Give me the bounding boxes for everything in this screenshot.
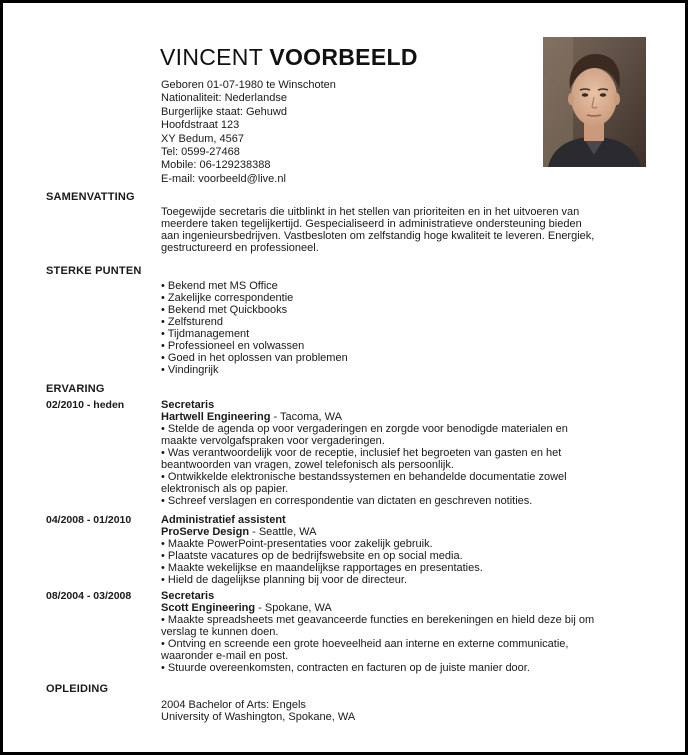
job-duty: • Stuurde overeenkomsten, contracten en facturen op de juiste manier door. <box>161 662 530 674</box>
job-dates: 08/2004 - 03/2008 <box>46 590 132 602</box>
contact-line: Nationaliteit: Nederlandse <box>161 92 287 105</box>
contact-line: Geboren 01-07-1980 te Winschoten <box>161 79 336 91</box>
job-entry <box>161 514 651 586</box>
job-title: Secretaris <box>161 399 215 411</box>
candidate-name <box>160 43 418 71</box>
contact-line: XY Bedum, 4567 <box>161 132 244 145</box>
strength-item: • Vindingrijk <box>161 364 219 376</box>
job-duty: elektronisch als op papier. <box>161 483 289 495</box>
job-duty: • Stelde de agenda op voor vergaderingen en zorgde voor benodigde materialen en <box>161 423 568 435</box>
job-duty: verslag te kunnen doen. <box>161 626 279 638</box>
job-title: Administratief assistent <box>161 514 286 526</box>
education-heading: OPLEIDING <box>46 683 109 695</box>
job-duty: • Maakte wekelijkse en maandelijkse rapportages en presentaties. <box>161 562 483 574</box>
last-name: VOORBEELD <box>269 44 418 70</box>
job-company: Scott Engineering <box>161 602 256 614</box>
summary-line: aan ingenieursbedrijven. Vastbesloten om zelfstandig hoge kwaliteit te leveren. Energiek, <box>161 230 595 242</box>
job-duty: • Maakte spreadsheets met geavanceerde functies en berekeningen en hield deze bij om <box>161 614 595 626</box>
strength-item: • Bekend met Quickbooks <box>161 304 288 316</box>
first-name: VINCENT <box>160 44 263 70</box>
job-duty: • Schreef verslagen en correspondentie van dictaten en geschreven notities. <box>161 495 533 507</box>
portrait-illustration <box>543 37 646 167</box>
summary-line: Toegewijde secretaris die uitblinkt in het stellen van prioriteiten en in het uitvoeren van <box>161 206 580 218</box>
contact-line: Tel: 0599-27468 <box>161 146 240 159</box>
job-duty: • Plaatste vacatures op de bedrijfswebsite en op social media. <box>161 550 463 562</box>
strength-item: • Goed in het oplossen van problemen <box>161 352 348 364</box>
job-dates: 04/2008 - 01/2010 <box>46 514 132 526</box>
job-duty: maakte vervolgafspraken voor vergaderingen. <box>161 435 385 447</box>
strengths-list <box>161 280 651 376</box>
strength-item: • Professioneel en volwassen <box>161 340 305 352</box>
job-entry <box>161 399 651 507</box>
job-duty: • Hield de dagelijkse planning bij voor de directeur. <box>161 574 408 586</box>
job-company-line <box>161 602 651 614</box>
job-duty: • Maakte PowerPoint-presentaties voor zakelijk gebruik. <box>161 538 433 550</box>
contact-line: Burgerlijke staat: Gehuwd <box>161 105 287 118</box>
strengths-heading: STERKE PUNTEN <box>46 265 142 277</box>
job-company-line <box>161 411 651 423</box>
job-duty: beantwoorden van vragen, zowel telefonisch als persoonlijk. <box>161 459 454 471</box>
job-duty: • Was verantwoordelijk voor de receptie, inclusief het begroeten van gasten en het <box>161 447 562 459</box>
job-entry <box>161 590 651 674</box>
job-location: - Tacoma, WA <box>270 411 342 423</box>
education-list <box>161 699 651 723</box>
summary-line: meerdere taken tegelijkertijd. Gespecialiseerd in administratieve ondersteuning bieden <box>161 218 582 230</box>
strength-item: • Zelfsturend <box>161 316 223 328</box>
job-company: ProServe Design <box>161 526 250 538</box>
contact-line: Mobile: 06-129238388 <box>161 159 271 172</box>
education-line: University of Washington, Spokane, WA <box>161 711 356 723</box>
education-line: 2004 Bachelor of Arts: Engels <box>161 699 306 711</box>
job-location: - Seattle, WA <box>249 526 317 538</box>
summary-heading: SAMENVATTING <box>46 191 135 203</box>
job-duty: waaronder e-mail en post. <box>161 650 289 662</box>
job-title: Secretaris <box>161 590 215 602</box>
job-duty: • Ontwikkelde elektronische bestandssystemen en behandelde documentatie zowel <box>161 471 567 483</box>
strength-item: • Bekend met MS Office <box>161 280 278 292</box>
summary-line: gestructureerd en professioneel. <box>161 242 319 254</box>
job-dates: 02/2010 - heden <box>46 399 125 411</box>
contact-line: E-mail: voorbeeld@live.nl <box>161 172 286 185</box>
experience-heading: ERVARING <box>46 383 105 395</box>
portrait-photo <box>543 37 646 167</box>
strength-item: • Zakelijke correspondentie <box>161 292 294 304</box>
job-company-line <box>161 526 651 538</box>
job-location: - Spokane, WA <box>255 602 332 614</box>
job-company: Hartwell Engineering <box>161 411 271 423</box>
strength-item: • Tijdmanagement <box>161 328 250 340</box>
summary-text <box>161 206 651 254</box>
contact-info <box>161 79 336 186</box>
job-duty: • Ontving en screende een grote hoeveelheid aan interne en externe communicatie, <box>161 638 569 650</box>
contact-line: Hoofdstraat 123 <box>161 119 240 132</box>
